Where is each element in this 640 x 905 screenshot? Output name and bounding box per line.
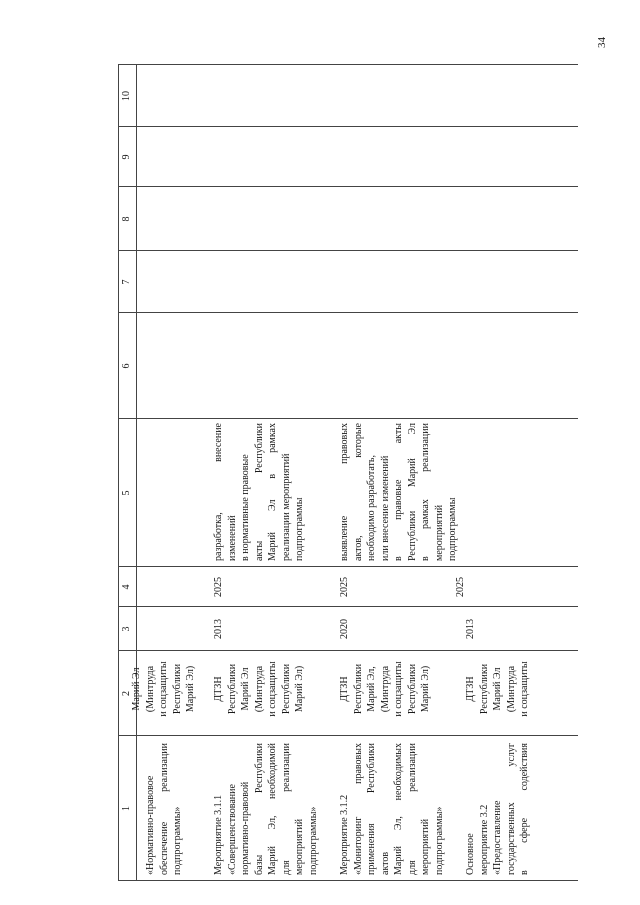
cell-text-line: для реализации [280, 743, 292, 875]
page-number: 34 [596, 37, 608, 48]
table-cell-measure [338, 743, 446, 875]
cell-text-line: Мероприятие 3.1.2 [339, 794, 350, 875]
table-cell-start-year: 2020 [339, 619, 350, 639]
table-cell-measure [144, 743, 185, 875]
cell-text-line: подпрограммы [294, 497, 305, 561]
column-divider [118, 735, 578, 736]
cell-text-line: для реализации [406, 743, 418, 875]
column-divider [118, 126, 578, 127]
column-header-5: 5 [121, 490, 132, 496]
cell-text-line: Марий Эл, необходимых [393, 743, 404, 875]
cell-text-line: Мероприятие 3.1.1 [213, 794, 224, 875]
table-cell-start-year: 2013 [465, 619, 476, 639]
cell-text-line: Марий Эл) [185, 665, 196, 713]
cell-text-line: мероприятие 3.2 [478, 804, 490, 875]
cell-text-line: мероприятий [433, 504, 445, 561]
table-cell-executor [212, 657, 307, 721]
cell-text-line: (Минтруда [505, 665, 517, 713]
cell-text-line: «Совершенствование [226, 784, 238, 875]
cell-text-line: подпрограммы» [307, 806, 319, 875]
cell-text-line: (Минтруда [144, 665, 156, 713]
cell-text-line: необходимо разработать, [366, 455, 377, 561]
table-cell-measure [212, 743, 320, 875]
table-cell-measure [464, 743, 532, 875]
column-divider [118, 312, 578, 313]
cell-text-line: Марий Эл [492, 667, 503, 711]
cell-text-line: Марий Эл, необходимой [267, 743, 278, 875]
cell-text-line: в рамках реализации [420, 423, 431, 561]
cell-text-line: и соцзащиты [393, 661, 404, 717]
cell-text-line: Республики [352, 663, 364, 715]
table-cell-executor [464, 657, 532, 721]
cell-text-line: Марий Эл) [294, 665, 305, 713]
cell-text-line: Марий Эл в рамках [267, 423, 278, 561]
cell-text-line: «Мониторинг правовых [352, 743, 364, 875]
cell-text-line: Марий Эл [240, 667, 251, 711]
column-header-4: 4 [121, 584, 132, 590]
cell-text-line: ДТЗН [339, 676, 350, 702]
cell-text-line: изменений [226, 515, 238, 561]
cell-text-line: подпрограммы [447, 497, 458, 561]
cell-text-line: в сфере содействия [519, 743, 530, 875]
cell-text-line: Республики [171, 663, 183, 715]
table-cell-end-year: 2025 [455, 577, 466, 597]
cell-text-line: и соцзащиты [519, 661, 530, 717]
column-divider [118, 186, 578, 187]
cell-text-line: в нормативные правовые [240, 454, 251, 561]
table-cell-executor [338, 657, 433, 721]
cell-text-line: реализации мероприятий [280, 453, 292, 561]
table-cell-result [338, 423, 460, 561]
cell-text-line: «Нормативно-правовое [145, 775, 156, 875]
cell-text-line: подпрограммы» [433, 806, 445, 875]
column-header-2: 2 [121, 691, 132, 696]
cell-text-line: Республики [406, 663, 418, 715]
cell-text-line: государственных услуг [505, 743, 517, 875]
cell-text-line: разработка, внесение [213, 423, 224, 561]
header-bottom-border [136, 64, 137, 881]
cell-text-line: Основное [465, 833, 476, 875]
cell-text-line: или внесение изменений [379, 455, 391, 561]
cell-text-line: Марий Эл) [420, 665, 431, 713]
cell-text-line: ДТЗН [465, 676, 476, 702]
cell-text-line: «Предоставление [492, 800, 503, 875]
column-header-9: 9 [121, 154, 132, 160]
column-header-10: 10 [121, 91, 132, 101]
table-border-right [118, 64, 578, 65]
table-cell-end-year: 2025 [339, 577, 350, 597]
cell-text-line: Марий Эл [131, 667, 142, 711]
cell-text-line: (Минтруда [379, 665, 391, 713]
cell-text-line: Марий Эл, [366, 666, 377, 712]
column-header-7: 7 [121, 279, 132, 285]
cell-text-line: Республики Марий Эл [406, 423, 418, 561]
cell-text-line: мероприятий [420, 818, 431, 875]
cell-text-line: (Минтруда [253, 665, 265, 713]
column-divider [118, 418, 578, 419]
column-header-8: 8 [121, 216, 132, 222]
cell-text-line: Республики [478, 663, 490, 715]
cell-text-line: Республики [280, 663, 292, 715]
column-header-3: 3 [121, 626, 132, 632]
cell-text-line: обеспечение реализации [158, 743, 170, 875]
column-divider [118, 250, 578, 251]
table-border-left [118, 880, 578, 881]
cell-text-line: в правовые акты [393, 423, 404, 561]
table-cell-result [212, 423, 307, 561]
cell-text-line: актов [379, 851, 391, 875]
cell-text-line: мероприятий [294, 818, 305, 875]
table-cell-start-year: 2013 [213, 619, 224, 639]
table-cell-end-year: 2025 [213, 577, 224, 597]
table-cell-executor [130, 657, 198, 721]
cell-text-line: акты Республики [253, 423, 265, 561]
cell-text-line: Республики [226, 663, 238, 715]
cell-text-line: нормативно-правовой [240, 781, 251, 875]
cell-text-line: и соцзащиты [267, 661, 278, 717]
cell-text-line: выявление правовых [339, 423, 350, 561]
column-header-1: 1 [121, 806, 132, 811]
cell-text-line: и соцзащиты [158, 661, 169, 717]
cell-text-line: базы Республики [253, 743, 265, 875]
column-header-6: 6 [121, 363, 132, 369]
cell-text-line: применения Республики [366, 743, 377, 875]
cell-text-line: актов, которые [352, 423, 364, 561]
cell-text-line: ДТЗН [213, 676, 224, 702]
cell-text-line: подпрограммы» [172, 806, 183, 875]
